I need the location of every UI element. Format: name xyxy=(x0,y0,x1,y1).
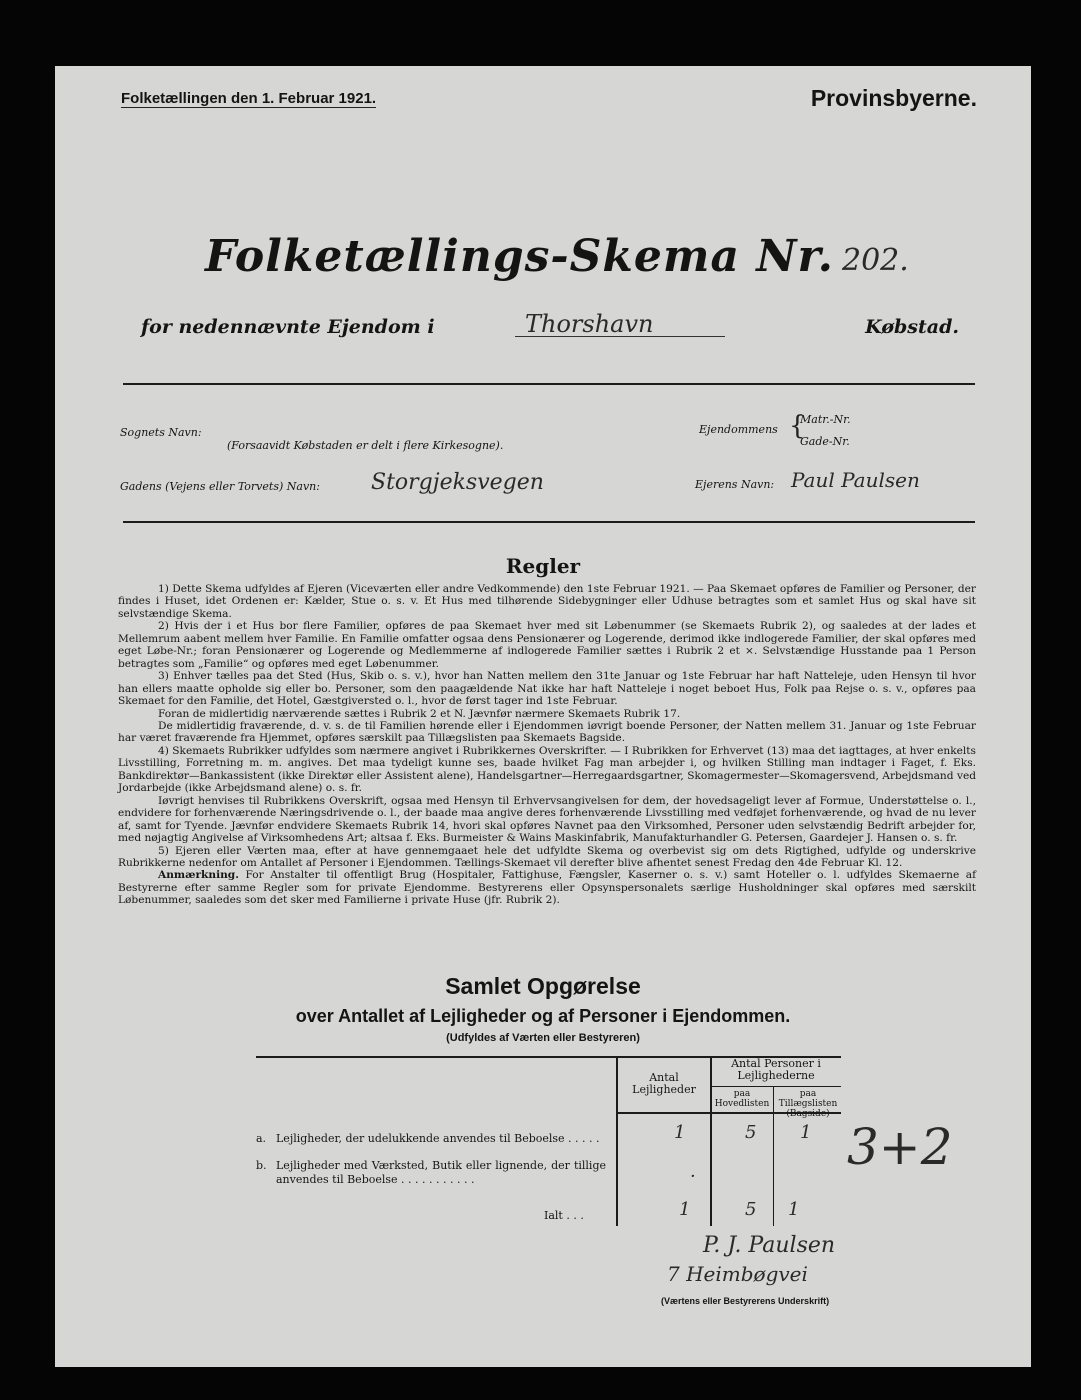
regel-5: 5) Ejeren eller Værten maa, efter at have gennemgaaet hele det udfyldte Skema og overbevist sig om dets Rigtighed, udfylde og underskrive Rubrikkerne nedenfor om Antallet af Personer i Ejendommen. Tællings-Skemaet vil derefter blive afhentet senest Fredag den 4de Februar Kl. 12. xyxy=(118,844,976,869)
row-a-key: a. xyxy=(256,1132,267,1145)
samlet-heading: Samlet Opgørelse xyxy=(445,973,641,999)
col-lejligheder: Antal Lejligheder xyxy=(632,1071,696,1096)
ejer-value-handwritten: Paul Paulsen xyxy=(791,468,920,492)
brace-icon: { xyxy=(789,411,806,441)
town-handwritten: Thorshavn xyxy=(525,310,654,338)
col-personer: Antal Personer i Lejlighederne xyxy=(731,1057,821,1082)
row-a-lejligheder: 1 xyxy=(674,1122,686,1143)
row-a-hovedlisten: 5 xyxy=(745,1122,757,1143)
sogn-label: Sognets Navn: xyxy=(120,426,202,439)
regel-4b: Iøvrigt henvises til Rubrikkens Overskrift, ogsaa med Hensyn til Erhvervsangivelsen for dem, der hovedsageligt lever af Formue, Understøttelse o. l., endvidere for forhenværende Næringsdrivende o. l., der baade maa angive deres forhenværende Livsstilling med vedføjet forhenværende, og hvad de nu lever af, samt for Tyende. Jævnfør endvidere Skemaets Rubrik 14, hvori skal opføres Navnet paa den Virksomhed, Personer uden selvstændig Bedrift arbejder for, med nøjagtig Angivelse af Virksomhedens Art; altsaa f. Eks. Burmeister & Wains Maskinfabrik, Manufakturhandler G. Petersen, Gaardejer J. Hansen o. s. fr. xyxy=(118,794,976,845)
table-vline-1 xyxy=(616,1056,618,1200)
col-tillaegslisten: paa Tillægslisten (Bagside) xyxy=(778,1089,838,1119)
ialt-lejligheder: 1 xyxy=(679,1199,691,1220)
row-a-label: Lejligheder, der udelukkende anvendes til Beboelse . . . . . xyxy=(276,1132,600,1145)
row-b-key: b. xyxy=(256,1159,267,1172)
row-b-lejligheder: · xyxy=(690,1166,696,1187)
census-date-header: Folketællingen den 1. Februar 1921. xyxy=(121,90,377,107)
anmaerkning-label: Anmærkning. xyxy=(158,869,239,882)
signature-address: 7 Heimbøgvei xyxy=(667,1262,808,1286)
kobstad-label: Købstad. xyxy=(865,316,959,338)
regler-heading: Regler xyxy=(505,554,581,578)
table-vline-2 xyxy=(710,1056,712,1200)
table-sub-rule xyxy=(710,1086,841,1087)
col-hovedlisten: paa Hovedlisten xyxy=(714,1089,770,1109)
regel-3b: Foran de midlertidig nærværende sættes i Rubrik 2 et N. Jævnfør nærmere Skemaets Rubrik 17. xyxy=(158,707,681,720)
census-form-sheet xyxy=(55,66,1031,1367)
ejer-label: Ejerens Navn: xyxy=(695,478,775,491)
regler-text xyxy=(118,583,976,907)
ialt-vline-2 xyxy=(710,1200,712,1226)
region-header: Provinsbyerne. xyxy=(810,85,977,111)
samlet-note: (Udfyldes af Værten eller Bestyreren) xyxy=(446,1032,640,1044)
form-title: Folketællings-Skema Nr. xyxy=(205,231,834,282)
gade-nr-label: Gade-Nr. xyxy=(800,435,850,448)
top-rule xyxy=(123,383,975,385)
anmaerkning xyxy=(118,869,976,906)
form-number-handwritten: 202. xyxy=(842,243,909,278)
gade-value-handwritten: Storgjeksvegen xyxy=(371,470,544,495)
table-vline-3 xyxy=(773,1086,774,1200)
row-b-label: Lejligheder med Værksted, Butik eller lignende, der tillige anvendes til Beboelse . . . . . . . . . . . xyxy=(276,1159,606,1186)
regel-1: 1) Dette Skema udfyldes af Ejeren (Viceværten eller andre Vedkommende) den 1ste Februar 1921. — Paa Skemaet opføres de Familier og Personer, der findes i Huset, idet Ordenen er: Kælder, Stue o. s. v. Et Hus med tilhørende Sidebygninger eller Udhuse betragtes som et samlet Hus og skal have sit selvstændige Skema. xyxy=(118,583,976,620)
regel-2: 2) Hvis der i et Hus bor flere Familier, opføres de paa Skemaet hver med sit Løbenummer (se Skemaets Rubrik 2), og saaledes at der lades et Mellemrum aabent mellem hver Familie. En Familie omfatter ogsaa dens Pensionærer og Logerende, derimod ikke indlogerede Familier, der skal opføres med eget Løbe-Nr.; foran Pensionærer og Logerende og Medlemmerne af indlogerede Familier sættes i Rubrik 2 et ×. Selvstændige Husstande paa 1 Person betragtes som „Familie“ og opføres med eget Løbenummer. xyxy=(118,620,976,670)
form-subtitle: for nedennævnte Ejendom i xyxy=(141,316,435,338)
ialt-vline-1 xyxy=(616,1200,618,1226)
gade-label: Gadens (Vejens eller Torvets) Navn: xyxy=(120,480,320,493)
signature-name: P. J. Paulsen xyxy=(703,1233,836,1258)
ialt-tillaegslisten: 1 xyxy=(788,1199,800,1220)
ialt-vline-3 xyxy=(773,1200,774,1226)
ialt-label: Ialt . . . xyxy=(544,1209,584,1222)
samlet-subheading: over Antallet af Lejligheder og af Personer i Ejendommen. xyxy=(295,1006,791,1026)
margin-note-handwritten: 3+2 xyxy=(847,1118,953,1176)
anmaerkning-text: For Anstalter til offentligt Brug (Hospitaler, Fattighuse, Fængsler, Kaserner o. s. v.) samt Hoteller o. l. udfyldes Skemaerne af Bestyrerne efter samme Regler som for private Ejendomme. Bestyrerens eller Opsynspersonalets særlige Husholdninger skal opføres med særskilt Løbenummer, saaledes som det sker med Familierne i private Huse (jfr. Rubrik 2). xyxy=(118,869,976,907)
middle-rule xyxy=(123,521,975,523)
sogn-note: (Forsaavidt Købstaden er delt i flere Kirkesogne). xyxy=(227,439,504,452)
row-a-tillaegslisten: 1 xyxy=(800,1122,812,1143)
regel-3: 3) Enhver tælles paa det Sted (Hus, Skib o. s. v.), hvor han Natten mellem den 31te Januar og 1ste Februar har haft Natteleje, uden Hensyn til hvor han ellers maatte opholde sig eller bo. Personer, som den paagældende Nat ikke har haft Natteleje i noget beboet Hus, Folk paa Rejse o. s. v., opføres paa Skemaet for den Familie, det Hotel, Gæstgiversted o. l., hvor de først tager ind 1ste Februar. xyxy=(118,670,976,708)
town-underline xyxy=(515,336,725,337)
signature-caption: (Værtens eller Bestyrerens Underskrift) xyxy=(661,1296,830,1306)
summary-table xyxy=(256,1056,841,1200)
ialt-hovedlisten: 5 xyxy=(745,1199,757,1220)
matr-label: Matr.-Nr. xyxy=(800,413,851,426)
regel-4: 4) Skemaets Rubrikker udfyldes som nærmere angivet i Rubrikkernes Overskrifter. — I Rubrikken for Erhvervet (13) maa det iagttages, at hver enkelts Livsstilling, Forretning m. m. angives. Det maa tydeligt kunne ses, baade hvilket Fag man arbejder i, og hvilken Stilling man indtager i Faget, f. Eks. Bankdirektør—Bankassistent (ikke Direktør eller Assistent alene), Handelsgartner—Herregaardsgartner, Skomagermester—Skomagersvend, Arbejdsmand ved Jordarbejde (ikke Arbejdsmand alene) o. s. fr. xyxy=(118,744,976,795)
ejendom-label: Ejendommens xyxy=(699,423,778,436)
regel-3c: De midlertidig fraværende, d. v. s. de til Familien hørende eller i Ejendommen iøvrigt boende Personer, der Natten mellem 31. Januar og 1ste Februar har været fraværende fra Hjemmet, opføres særskilt paa Tillægslisten paa Skemaets Bagside. xyxy=(118,719,976,745)
